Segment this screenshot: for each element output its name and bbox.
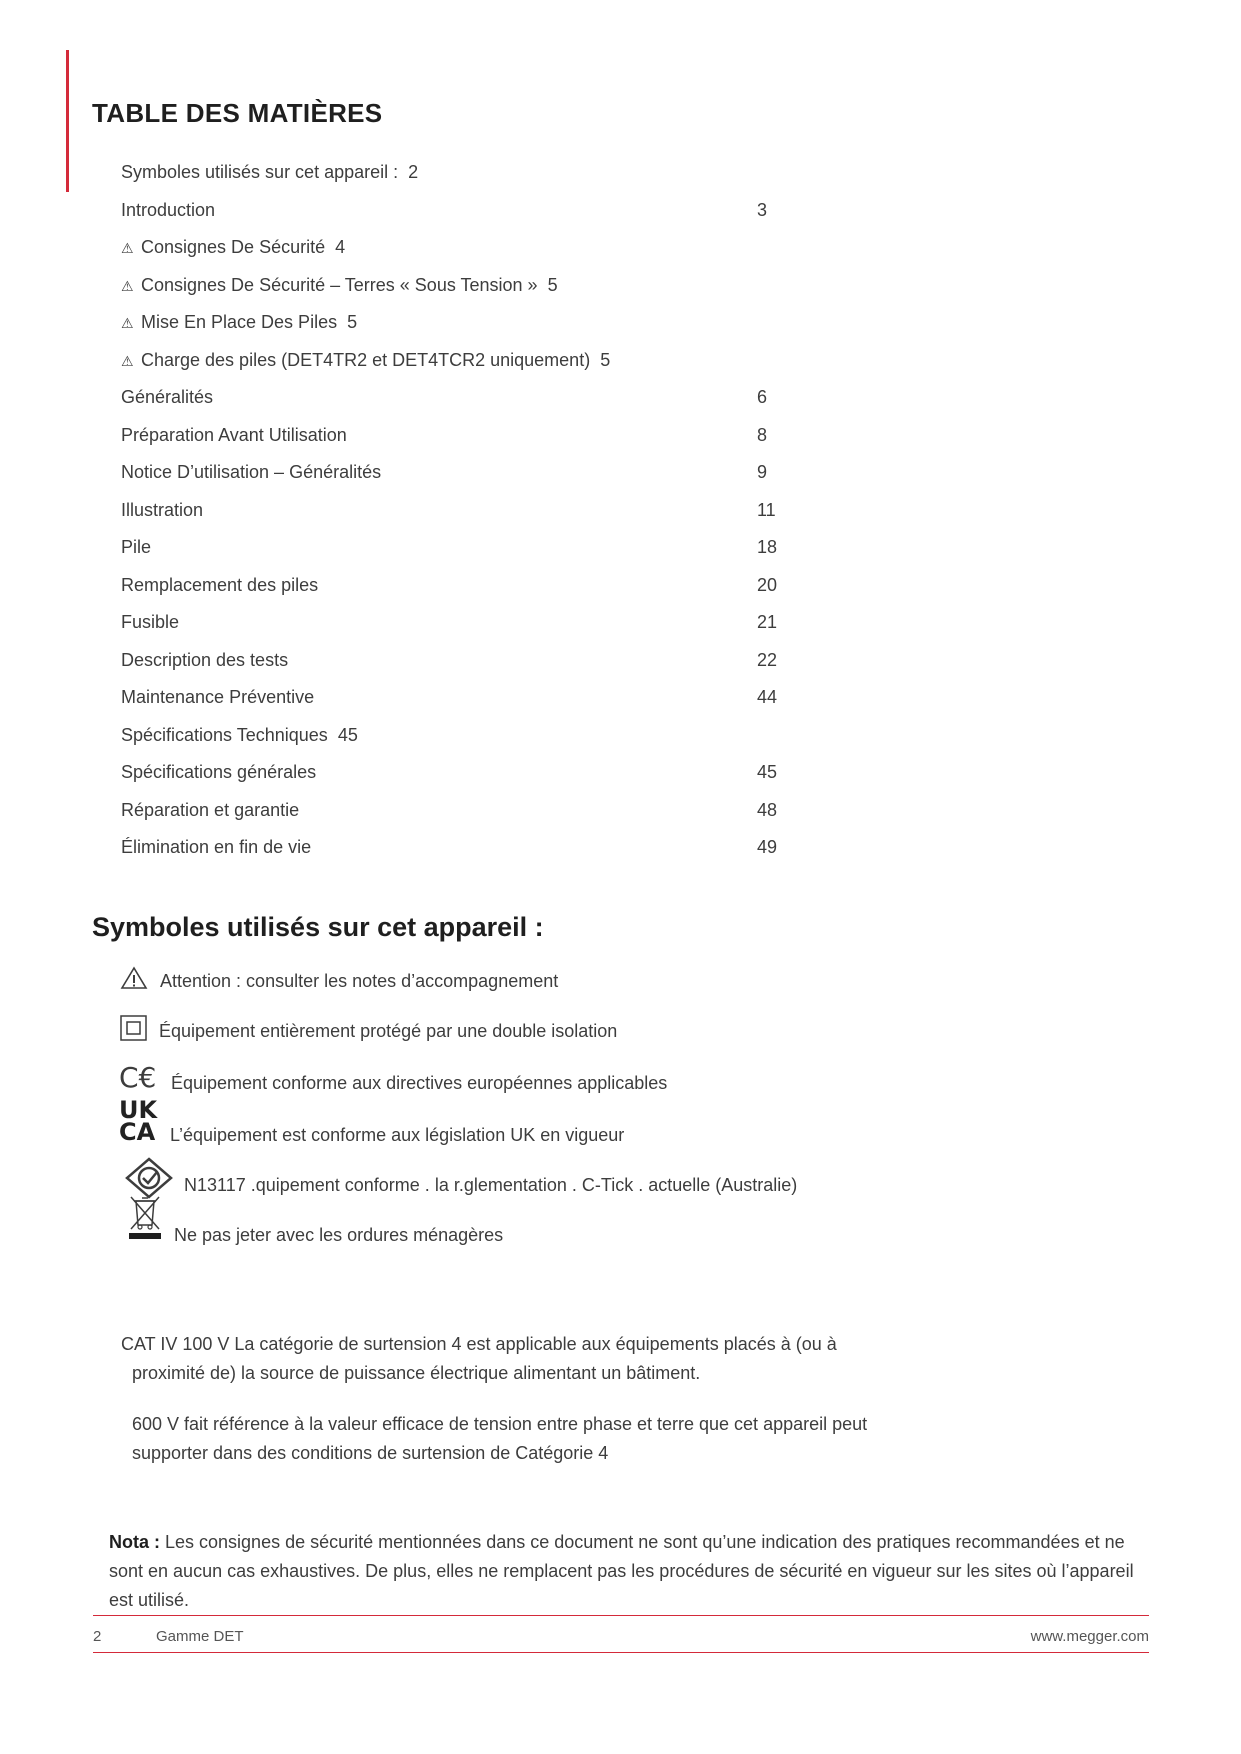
toc-entry[interactable]	[121, 346, 821, 384]
category-line-2: proximité de) la source de puissance électrique alimentant un bâtiment.	[132, 1363, 701, 1383]
toc-entry-label-wrap	[121, 721, 358, 749]
symbol-weee-text: Ne pas jeter avec les ordures ménagères	[174, 1225, 504, 1245]
toc-entry-page: 20	[757, 574, 778, 595]
toc-entry[interactable]	[121, 458, 821, 496]
toc-entry-label-wrap	[121, 383, 213, 411]
toc-entry[interactable]	[121, 383, 821, 421]
toc-entry-label: Généralités	[121, 387, 214, 407]
toc-entry-label: Symboles utilisés sur cet appareil :	[121, 162, 399, 182]
ukca-uk: UK	[119, 1096, 158, 1124]
symbol-ukca-text: L’équipement est conforme aux législation UK en vigueur	[170, 1125, 625, 1145]
ce-mark-icon: C€	[119, 1061, 157, 1094]
toc-entry-label: Notice D’utilisation – Généralités	[121, 462, 382, 482]
toc-entry-label-wrap	[121, 683, 314, 711]
toc-entry-page: 11	[757, 499, 776, 520]
warning-icon: ⚠	[121, 240, 134, 256]
toc-entry-page: 22	[757, 649, 778, 670]
ukca-mark-icon	[119, 1096, 158, 1146]
toc-entry[interactable]	[121, 833, 821, 871]
footer-website[interactable]: www.megger.com	[1030, 1628, 1149, 1645]
toc-entry-label-wrap	[121, 796, 299, 824]
toc-entry-label: Élimination en fin de vie	[121, 837, 312, 857]
toc-entry-page: 5	[347, 312, 358, 332]
toc-entry-label: Spécifications générales	[121, 762, 317, 782]
toc-entry-label: Mise En Place Des Piles	[141, 312, 338, 332]
toc-entry-label-wrap	[121, 608, 179, 636]
nota-text: Les consignes de sécurité mentionnées dans ce document ne sont qu’une indication des pratiques recommandées et ne sont en aucun cas exhaustives. De plus, elles ne remplacent pas les procédures de sécurité en vigueur sur les sites où l’appareil est utilisé.	[109, 1532, 1134, 1610]
toc-entry-label: Maintenance Préventive	[121, 687, 315, 707]
warning-triangle-icon	[120, 966, 148, 990]
toc-entry-label-wrap	[121, 271, 558, 300]
toc-entry-page: 9	[757, 462, 768, 482]
toc-entry-label-wrap	[121, 758, 316, 786]
toc-entry-page: 3	[757, 199, 768, 220]
footer-top-rule	[93, 1615, 1149, 1616]
toc-entry[interactable]	[121, 421, 821, 459]
toc-entry-page: 5	[600, 349, 611, 370]
toc-entry-label-wrap	[121, 533, 151, 561]
toc-entry-page: 18	[757, 537, 778, 557]
toc-entry-page: 49	[757, 837, 778, 857]
toc-entry-label: Spécifications Techniques	[121, 724, 328, 745]
toc-entry-page: 6	[757, 387, 768, 407]
toc-entry-label-wrap	[121, 571, 318, 599]
symbol-warning-text: Attention : consulter les notes d’accompagnement	[160, 971, 559, 991]
toc-entry-label-wrap	[121, 308, 357, 337]
category-line-4: supporter dans des conditions de surtension de Catégorie 4	[132, 1443, 609, 1463]
footer-bottom-rule	[93, 1652, 1149, 1653]
toc-entry[interactable]	[121, 721, 821, 759]
toc-entry[interactable]	[121, 683, 821, 721]
toc-entry[interactable]	[121, 796, 821, 834]
toc-entry-label: Réparation et garantie	[121, 799, 300, 820]
footer-page-number: 2	[93, 1628, 102, 1645]
toc-entry[interactable]	[121, 496, 821, 534]
nota-label: Nota :	[109, 1532, 160, 1552]
nota-paragraph	[109, 1528, 1139, 1615]
toc-entry-label: Pile	[121, 537, 152, 557]
toc-entry-page: 5	[547, 274, 558, 295]
symbol-double-insulation-text: Équipement entièrement protégé par une double isolation	[159, 1021, 618, 1041]
toc-entry[interactable]	[121, 308, 821, 346]
toc-entry-label: Description des tests	[121, 649, 289, 670]
warning-icon: ⚠	[121, 315, 134, 331]
toc-entry-label-wrap	[121, 196, 215, 224]
footer-range: Gamme DET	[156, 1628, 244, 1645]
warning-icon: ⚠	[121, 352, 134, 369]
symbols-title: Symboles utilisés sur cet appareil :	[92, 912, 544, 942]
toc-entry[interactable]	[121, 646, 821, 684]
symbol-ce-text: Équipement conforme aux directives européennes applicables	[171, 1073, 668, 1093]
toc-entry-page: 48	[757, 799, 778, 820]
toc-entry-label: Remplacement des piles	[121, 574, 319, 595]
toc-entry-label: Préparation Avant Utilisation	[121, 424, 347, 445]
toc-entry-label: Charge des piles (DET4TR2 et DET4TCR2 uniquement)	[141, 349, 591, 370]
toc-entry-label-wrap	[121, 158, 418, 186]
toc-entry-page: 44	[757, 687, 778, 707]
weee-bin-icon	[127, 1193, 163, 1239]
toc-entry-label-wrap	[121, 833, 311, 861]
toc-entry[interactable]	[121, 233, 821, 271]
toc-entry-page: 8	[757, 424, 768, 445]
toc-entry-label: Consignes De Sécurité	[141, 237, 326, 257]
toc-entry-label-wrap	[121, 496, 203, 524]
toc-entry-label-wrap	[121, 421, 347, 449]
toc-entry-label: Introduction	[121, 199, 216, 220]
toc-entry-page: 45	[337, 724, 358, 745]
toc-entry-label: Fusible	[121, 612, 180, 632]
symbol-ctick-text: N13117 .quipement conforme . la r.glementation . C-Tick . actuelle (Australie)	[184, 1175, 798, 1195]
toc-entry-page: 21	[757, 612, 778, 632]
toc-entry-label-wrap	[121, 646, 288, 674]
accent-bar	[66, 50, 69, 192]
toc-entry[interactable]	[121, 196, 821, 234]
toc-title: TABLE DES MATIÈRES	[92, 98, 383, 128]
toc-entry[interactable]	[121, 758, 821, 796]
warning-icon: ⚠	[121, 277, 134, 294]
toc-entry-label-wrap	[121, 458, 381, 486]
toc-entry-label: Illustration	[121, 499, 204, 520]
toc-entry-page: 2	[408, 162, 419, 182]
ukca-ca: CA	[119, 1118, 156, 1146]
toc-entry[interactable]	[121, 571, 821, 609]
toc-entry-label: Consignes De Sécurité – Terres « Sous Tension »	[141, 274, 538, 295]
toc-entry[interactable]	[121, 533, 821, 571]
toc-entry[interactable]	[121, 158, 821, 196]
category-note	[121, 1330, 1021, 1468]
toc-entry-page: 45	[757, 762, 778, 782]
double-insulation-icon	[120, 1015, 147, 1041]
toc-entry-label-wrap	[121, 233, 345, 262]
category-line-1: CAT IV 100 V La catégorie de surtension 4 est applicable aux équipements placés à (ou à	[121, 1334, 837, 1354]
toc-entry[interactable]	[121, 608, 821, 646]
category-line-3: 600 V fait référence à la valeur efficace de tension entre phase et terre que cet appareil peut	[132, 1414, 868, 1434]
toc-entry-label-wrap	[121, 346, 610, 375]
toc-entry[interactable]	[121, 271, 821, 309]
table-of-contents	[121, 158, 821, 871]
toc-entry-page: 4	[335, 237, 346, 257]
